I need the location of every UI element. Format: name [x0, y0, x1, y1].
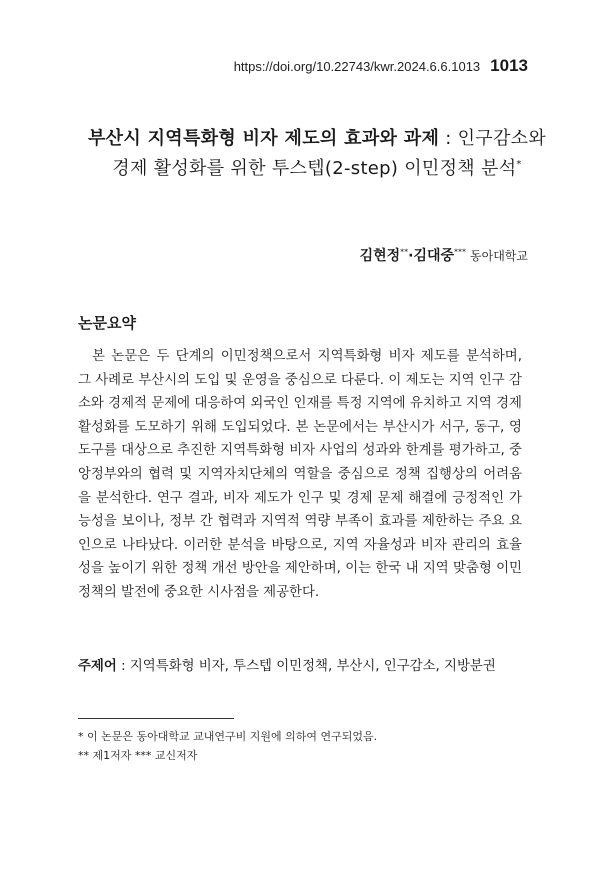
- footnote-divider: [78, 718, 234, 719]
- keywords-line: [78, 655, 538, 674]
- author-1-marker: **: [400, 247, 409, 257]
- author-line: [360, 245, 528, 265]
- footnote-funding: * 이 논문은 동아대학교 교내연구비 지원에 의하여 연구되었음.: [78, 730, 378, 743]
- keywords-list: 지역특화형 비자, 투스텝 이민정책, 부산시, 인구감소, 지방분권: [129, 659, 496, 674]
- keywords-label: 주제어: [78, 659, 117, 674]
- title-sub-line1: 인구감소와: [457, 128, 547, 149]
- footnotes: [78, 727, 377, 765]
- title-main: 부산시 지역특화형 비자 제도의 효과와 과제: [87, 128, 440, 149]
- page-number: 1013: [490, 56, 528, 75]
- abstract-heading: 논문요약: [78, 314, 136, 332]
- doi-link[interactable]: https://doi.org/10.22743/kwr.2024.6.6.1013: [233, 59, 481, 74]
- title-footnote-marker: *: [516, 159, 522, 170]
- author-affiliation: 동아대학교: [470, 249, 528, 263]
- footnote-author-roles: ** 제1저자 *** 교신저자: [78, 749, 198, 762]
- abstract-body: 본 논문은 두 단계의 이민정책으로서 지역특화형 비자 제도를 분석하며, 그 사례로 부산시의 도입 및 운영을 중심으로 다룬다. 이 제도는 지역 인구 감소와 경제적 문제에 대응하여 외국인 인재를 특정 지역에 유치하고 지역 경제 활성화를 도모하기 위해 도입되었다. 본 논문에서는 부산시가 서구, 동구, 영도구를 대상으로 추진한 지역특화형 비자 사업의 성과와 한계를 평가하고, 중앙정부와의 협력 및 지역자치단체의 역할을 중심으로 정책 집행상의 어려움을 분석한다. 연구 결과, 비자 제도가 인구 및 경제 문제 해결에 긍정적인 가능성을 보이나, 정부 간 협력과 지역적 역량 부족이 효과를 제한하는 주요 요인으로 나타났다. 이러한 분석을 바탕으로, 지역 자율성과 비자 관리의 효율성을 높이기 위한 정책 개선 방안을 제안하며, 이는 한국 내 지역 맞춤형 이민정책의 발전에 중요한 시사점을 제공한다.: [78, 349, 522, 600]
- paper-title: [82, 126, 552, 182]
- title-separator: :: [439, 128, 458, 149]
- page-header: [234, 56, 528, 76]
- author-2-name: ·김대중: [408, 248, 455, 264]
- author-2-marker: ***: [454, 247, 467, 257]
- author-1-name: 김현정: [359, 248, 401, 264]
- keywords-separator: :: [116, 659, 130, 674]
- title-sub-line2: 경제 활성화를 위한 투스텝(2-step) 이민정책 분석: [112, 158, 517, 179]
